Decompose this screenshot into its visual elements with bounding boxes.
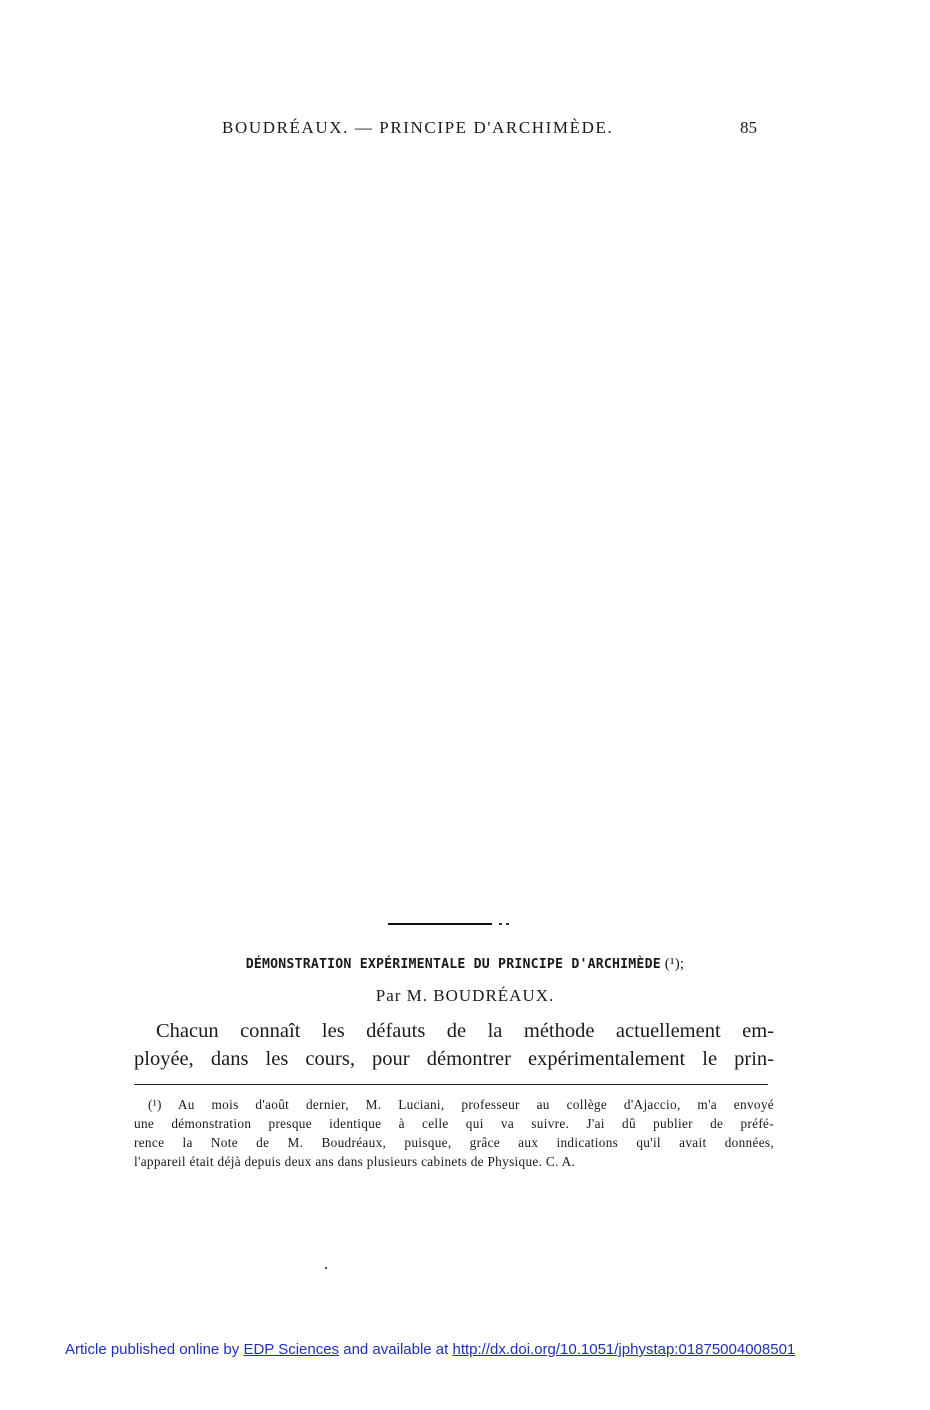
byline-prefix: Par bbox=[375, 986, 402, 1005]
footnote-separator bbox=[134, 1084, 768, 1085]
footnote-line: une démonstration presque identique à celle qui va suivre. J'ai dû publier de préfé- bbox=[134, 1116, 774, 1131]
doi-link[interactable]: http://dx.doi.org/10.1051/jphystap:01875004008501 bbox=[452, 1341, 796, 1358]
article-title: DÉMONSTRATION EXPÉRIMENTALE DU PRINCIPE D'ARCHIMÈDE bbox=[245, 957, 661, 972]
running-title: BOUDRÉAUX. — PRINCIPE D'ARCHIMÈDE. bbox=[222, 118, 614, 137]
section-ornament-rule bbox=[388, 922, 514, 926]
running-head bbox=[0, 118, 930, 142]
publisher-middle: and available at bbox=[339, 1341, 453, 1358]
footnote-line: l'appareil était déjà depuis deux ans dans plusieurs cabinets de Physique. C. A. bbox=[134, 1154, 576, 1169]
footnote-line: (¹) Au mois d'août dernier, M. Luciani, professeur au collège d'Ajaccio, m'a envoyé bbox=[148, 1097, 774, 1112]
publisher-notice bbox=[65, 1341, 795, 1358]
footnote-line: rence la Note de M. Boudréaux, puisque, grâce aux indications qu'il avait données, bbox=[134, 1135, 774, 1150]
page-number: 85 bbox=[740, 118, 757, 137]
article-title-line bbox=[0, 956, 930, 973]
footnote-call: (¹); bbox=[660, 956, 685, 972]
body-text-line: Chacun connaît les défauts de la méthode actuellement em- bbox=[156, 1020, 774, 1042]
byline bbox=[0, 986, 930, 1006]
body-text-line: ployée, dans les cours, pour démontrer expérimentalement le prin- bbox=[134, 1048, 774, 1070]
edp-sciences-link[interactable]: EDP Sciences bbox=[243, 1341, 340, 1358]
author-name: M. BOUDRÉAUX. bbox=[401, 986, 555, 1005]
print-speck bbox=[325, 1267, 327, 1269]
publisher-prefix: Article published online by bbox=[65, 1341, 244, 1358]
